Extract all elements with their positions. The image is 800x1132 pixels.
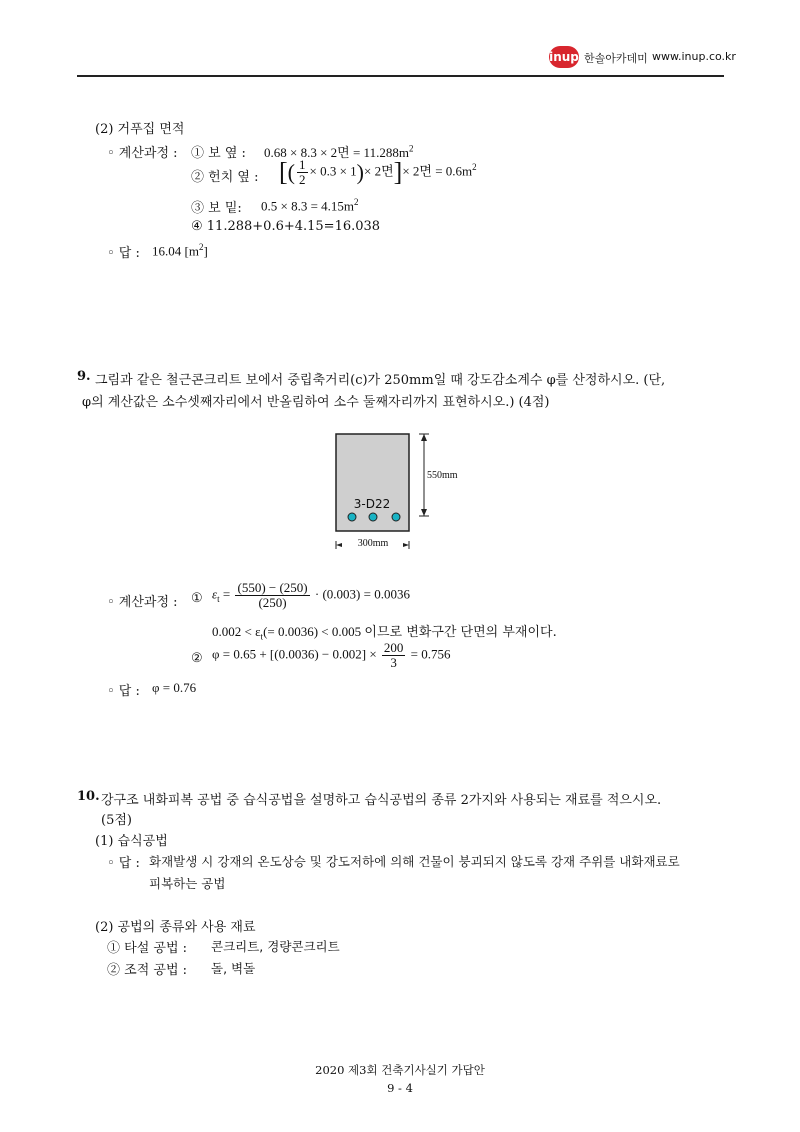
arrow-head [421,434,427,441]
q9-step2-expr: φ = 0.65 + [(0.0036) − 0.002] × $\frac{200}{3}$ = 0.756 [212,640,451,670]
q8-sub2-title: (2) 거푸집 면적 [95,122,185,137]
q9-step2-label: ② [191,651,203,666]
q10-sub1-title: (1) 습식공법 [95,834,168,849]
q8-answer: 16.04 $[m^2]$ [152,242,208,259]
q10-sub1-answer-label: ◦ 답 : [107,856,140,871]
arrow-head [403,543,409,547]
q10-sub1-answer-line1: 화재발생 시 강재의 온도상승 및 강도저하에 의해 건물이 붕괴되지 않도록 강재 주위를 내화재료로 [149,854,680,869]
q8-step1-label: ① 보 옆 : [191,146,246,161]
brand-name: 한솔아카데미 [584,52,648,65]
q9-text-line1: 그림과 같은 철근콘크리트 보에서 중립축거리(c)가 250mm일 때 강도감소계수 φ를 산정하시오. (단, [95,373,666,388]
q8-step2-label: ② 헌치 옆 : [191,170,259,185]
beam-section-figure [330,428,480,558]
header-rule [77,75,724,77]
q8-step4: ④ 11.288+0.6+4.15=16.038 [191,219,381,234]
rebar-circle [348,513,356,521]
q10-text-line1: 강구조 내화피복 공법 중 습식공법을 설명하고 습식공법의 종류 2가지와 사용되는 재료를 적으시오. [101,793,662,808]
q9-number: 9. [77,369,91,384]
q10-item1-value: 콘크리트, 경량콘크리트 [211,939,340,954]
header-url: www.inup.co.kr [652,50,736,63]
q10-sub1-answer-line2: 피복하는 공법 [149,876,226,891]
q10-item2-value: 돌, 벽돌 [211,961,256,976]
q8-step3-expr: $0.5 \times 8.3 = 4.15m^2$ [261,197,359,214]
q8-answer-label: ◦ 답 : [107,246,140,261]
rebar-label: 3-D22 [353,497,391,511]
q9-step1-expr: $\varepsilon_t$ = $\frac{(550) - (250)}{(250)}$ · (0.003) = 0.0036 [212,580,410,610]
q10-sub2-title: (2) 공법의 종류와 사용 재료 [95,920,256,935]
inup-logo: inup [549,46,579,68]
q10-item1-label: ① 타설 공법 : [107,941,188,956]
arrow-head [421,509,427,516]
q10-item2-label: ② 조적 공법 : [107,963,188,978]
q9-step1-label: ① [191,591,203,606]
q8-step1-expr: 0.68 × 8.3 × 2면 = $11.288m^2$ [264,143,414,160]
q10-number: 10. [77,789,100,804]
rebar-circle [369,513,377,521]
q8-calc-label: ◦ 계산과정 : [107,146,178,161]
q10-text-line2: (5점) [101,813,132,828]
width-label: 300mm [357,538,389,549]
q9-answer-label: ◦ 답 : [107,684,140,699]
height-label: 550mm [427,470,458,481]
q9-range: $0.002 < \varepsilon_t(= 0.0036) < 0.005$ 이므로 변화구간 단면의 부재이다. [212,624,557,642]
q8-step2-expr: [( $\frac{1}{2}$ × 0.3 × 1)× 2면]× 2면 = $0.6m^2$ [279,157,477,187]
rebar-circle [392,513,400,521]
footer-title: 2020 제3회 건축기사실기 가답안 [315,1063,485,1077]
q8-step3-label: ③ 보 밑: [191,201,242,216]
q9-text-line2: φ의 계산값은 소수셋째자리에서 반올림하여 소수 둘째자리까지 표현하시오.) (4점) [82,395,550,410]
q9-answer: φ = 0.76 [152,680,197,695]
q9-calc-label: ◦ 계산과정 : [107,595,178,610]
arrow-head [336,543,342,547]
page-number: 9 - 4 [387,1081,413,1095]
